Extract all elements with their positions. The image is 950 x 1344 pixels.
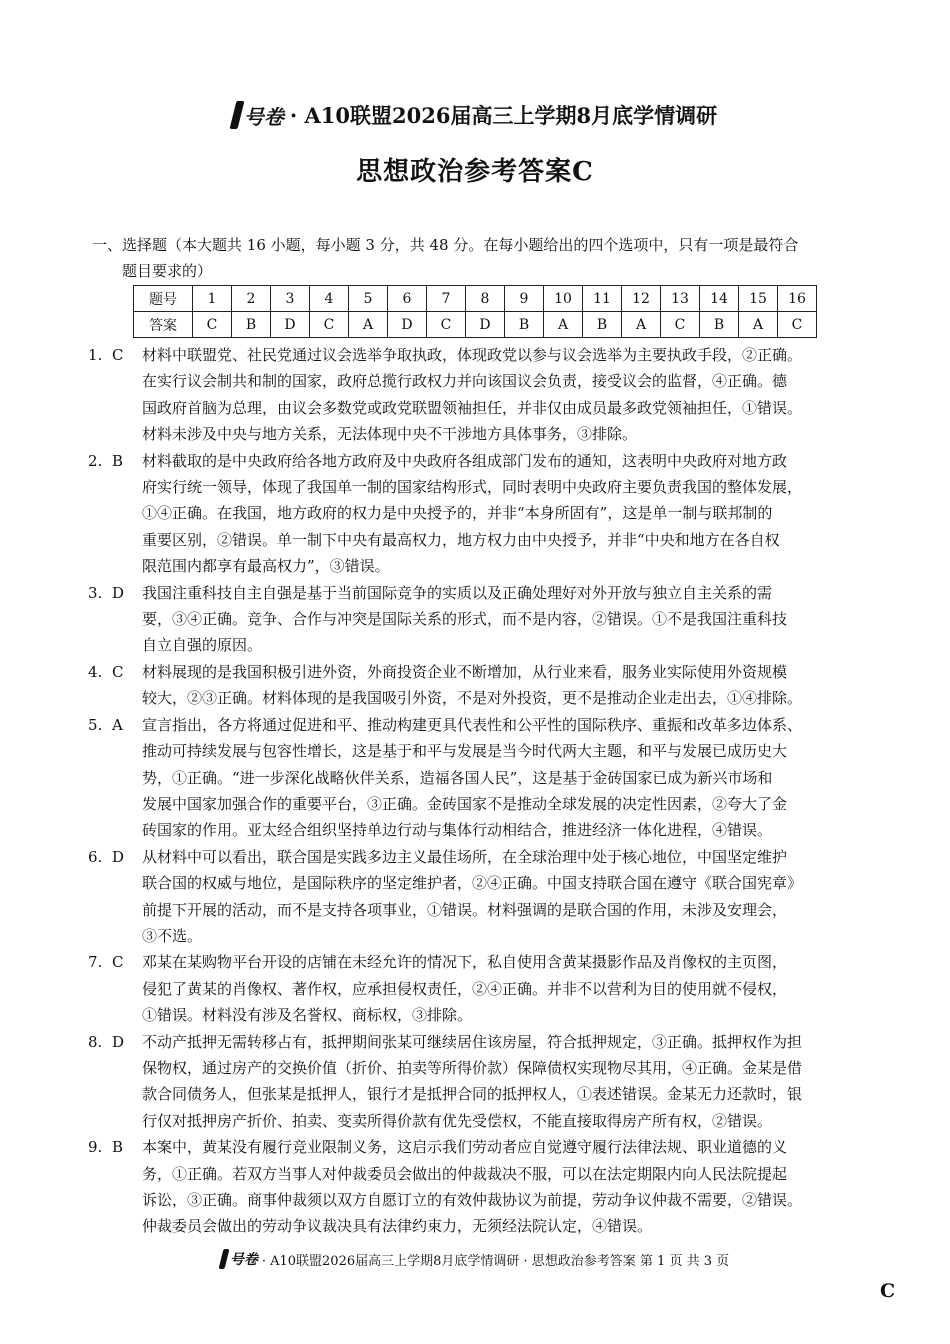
explanation-item	[88, 1029, 868, 1135]
answer-cell: A	[349, 312, 388, 338]
item-text-line: 要，③④正确。竞争、合作与冲突是国际关系的形式，而不是内容，②错误。①不是我国注重科技	[142, 610, 788, 629]
item-text-line: 保物权，通过房产的交换价值（折价、拍卖等所得价款）保障债权实现物尽其用，④正确。金某是借	[142, 1058, 803, 1077]
section-heading-line2: 题目要求的）	[122, 262, 213, 280]
item-text-line: 材料截取的是中央政府给各地方政府及中央政府各组成部门发布的通知，这表明中央政府对地方政	[142, 451, 788, 470]
item-text-line: ①错误。材料没有涉及名誉权、商标权，③排除。	[142, 1006, 473, 1025]
item-text-line: 砖国家的作用。亚太经合组织坚持单边行动与集体行动相结合，推进经济一体化进程，④错误。	[142, 821, 773, 840]
item-text-line: 材料未涉及中央与地方关系，无法体现中央不干涉地方具体事务，③排除。	[142, 425, 638, 444]
item-text-line: 本案中，黄某没有履行竞业限制义务，这启示我们劳动者应自觉遵守履行法律法规、职业道德的义	[142, 1138, 788, 1157]
page-header	[0, 100, 950, 188]
item-text-line: 从材料中可以看出，联合国是实践多边主义最佳场所，在全球治理中处于核心地位，中国坚定维护	[142, 847, 788, 866]
answer-table-answer-row	[134, 312, 817, 338]
section-heading-line1: 一、选择题（本大题共 16 小题，每小题 3 分，共 48 分。在每小题给出的四个选项中，只有一项是最符合	[92, 236, 799, 254]
answer-cell: A	[544, 312, 583, 338]
question-number-cell: 6	[388, 286, 427, 312]
item-text-line: 自立自强的原因。	[142, 636, 263, 655]
answer-cell: A	[622, 312, 661, 338]
item-text-line: 仲裁委员会做出的劳动争议裁决具有法律约束力，无须经法院认定，④错误。	[142, 1217, 653, 1236]
version-mark: C	[880, 1280, 896, 1302]
answer-cell: C	[193, 312, 232, 338]
explanation-item	[88, 659, 868, 712]
item-text-line: 款合同债务人，但张某是抵押人，银行才是抵押合同的抵押权人，①表述错误。金某无力还款时，银	[142, 1085, 803, 1104]
answer-table-number-row	[134, 286, 817, 312]
item-text-line: 诉讼，③正确。商事仲裁须以双方自愿订立的有效仲裁协议为前提，劳动争议仲裁不需要，②错误。	[142, 1191, 803, 1209]
item-answer: B	[112, 1138, 124, 1157]
item-answer: C	[112, 953, 124, 972]
logo-bar-icon	[229, 101, 244, 129]
item-number: 7.	[88, 953, 103, 972]
question-number-cell: 3	[271, 286, 310, 312]
question-number-cell: 10	[544, 286, 583, 312]
section-heading	[92, 232, 872, 284]
question-number-cell: 12	[622, 286, 661, 312]
exam-title: · A10联盟2026届高三上学期8月底学情调研	[289, 103, 718, 128]
item-answer: D	[112, 1032, 125, 1051]
item-number: 9.	[88, 1138, 103, 1157]
item-text-line: 在实行议会制共和制的国家，政府总揽行政权力并向该国议会负责，接受议会的监督，④正确。德	[142, 372, 788, 391]
item-text-line: 材料展现的是我国积极引进外资，外商投资企业不断增加，从行业来看，服务业实际使用外资规模	[142, 662, 788, 681]
item-answer: B	[112, 451, 124, 470]
explanation-item	[88, 712, 868, 844]
answer-cell: C	[310, 312, 349, 338]
row-label-answer: 答案	[134, 312, 193, 338]
item-answer: D	[112, 583, 125, 602]
footer-logo-text: 号卷	[229, 1252, 258, 1268]
item-answer: A	[112, 715, 123, 734]
question-number-cell: 11	[583, 286, 622, 312]
item-text-line: ①④正确。在我国，地方政府的权力是中央授予的，并非“本身所固有”，这是单一制与联邦制的	[142, 504, 773, 523]
item-text-line: 发展中国家加强合作的重要平台，③正确。金砖国家不是推动全球发展的决定性因素，②夸大了金	[142, 794, 788, 813]
item-text-line: 势，①正确。“进一步深化战略伙伴关系，造福各国人民”，这是基于金砖国家已成为新兴市场和	[142, 768, 773, 787]
item-text-line: 我国注重科技自主自强是基于当前国际竞争的实质以及正确处理好对外开放与独立自主关系的需	[142, 583, 773, 602]
question-number-cell: 2	[232, 286, 271, 312]
explanation-item	[88, 448, 868, 580]
item-answer: C	[112, 346, 124, 364]
question-number-cell: 5	[349, 286, 388, 312]
explanation-item	[88, 580, 868, 659]
question-number-cell: 7	[427, 286, 466, 312]
question-number-cell: 1	[193, 286, 232, 312]
explanation-item	[88, 342, 868, 448]
explanation-item	[88, 1134, 868, 1240]
item-text-line: 务，①正确。若双方当事人对仲裁委员会做出的仲裁裁决不服，可以在法定期限内向人民法院提起	[142, 1164, 788, 1183]
answer-cell: B	[505, 312, 544, 338]
item-number: 1.	[88, 346, 103, 364]
item-number: 8.	[88, 1032, 103, 1051]
item-number: 4.	[88, 662, 103, 681]
item-number: 3.	[88, 583, 103, 602]
item-text-line: 较大，②③正确。材料体现的是我国吸引外资，不是对外投资，更不是推动企业走出去，①④排除。	[142, 689, 803, 708]
brand-logo	[233, 101, 284, 130]
item-number: 6.	[88, 847, 103, 866]
page-subtitle: 思想政治参考答案C	[356, 157, 594, 187]
item-text-line: 国政府首脑为总理，由议会多数党或政党联盟领袖担任，并非仅由成员最多政党领袖担任，①错误。	[142, 398, 803, 417]
answer-cell: D	[388, 312, 427, 338]
answer-cell: A	[739, 312, 778, 338]
footer-logo	[221, 1249, 258, 1269]
item-text-line: 重要区别，②错误。单一制下中央有最高权力，地方权力由中央授予，并非“中央和地方在各自权	[142, 530, 780, 549]
row-label-number: 题号	[134, 286, 193, 312]
answer-cell: B	[232, 312, 271, 338]
answer-cell: B	[700, 312, 739, 338]
question-number-cell: 16	[778, 286, 817, 312]
answer-cell: B	[583, 312, 622, 338]
page-footer	[0, 1249, 950, 1269]
question-number-cell: 9	[505, 286, 544, 312]
item-text-line: 侵犯了黄某的肖像权、著作权，应承担侵权责任，②④正确。并非不以营利为目的使用就不侵权，	[142, 979, 788, 998]
item-text-line: 不动产抵押无需转移占有，抵押期间张某可继续居住该房屋，符合抵押规定，③正确。抵押权作为担	[142, 1032, 803, 1051]
answer-cell: D	[271, 312, 310, 338]
item-text-line: ③不选。	[142, 926, 203, 945]
question-number-cell: 4	[310, 286, 349, 312]
answer-table	[133, 285, 817, 338]
item-text-line: 联合国的权威与地位，是国际秩序的坚定维护者，②④正确。中国支持联合国在遵守《联合国宪章》	[142, 874, 803, 893]
item-text-line: 限范围内都享有最高权力”，③错误。	[142, 557, 390, 576]
item-answer: D	[112, 847, 125, 866]
question-number-cell: 15	[739, 286, 778, 312]
footer-text: · A10联盟2026届高三上学期8月底学情调研 · 思想政治参考答案 第 1 页 共 3 页	[261, 1253, 730, 1269]
question-number-cell: 13	[661, 286, 700, 312]
answer-cell: C	[778, 312, 817, 338]
item-number: 5.	[88, 715, 103, 734]
item-text-line: 前提下开展的活动，而不是支持各项事业，①错误。材料强调的是联合国的作用，未涉及安理会，	[142, 900, 788, 919]
question-number-cell: 14	[700, 286, 739, 312]
question-number-cell: 8	[466, 286, 505, 312]
explanation-list	[88, 342, 868, 1240]
item-text-line: 邓某在某购物平台开设的店铺在未经允许的情况下，私自使用含黄某摄影作品及肖像权的主页图，	[142, 953, 788, 972]
item-text-line: 行仅对抵押房产折价、拍卖、变卖所得价款有优先受偿权，不能直接取得房产所有权，②错误。	[142, 1111, 773, 1130]
item-number: 2.	[88, 451, 103, 470]
item-text-line: 宣言指出，各方将通过促进和平、推动构建更具代表性和公平性的国际秩序、重振和改革多边体系、	[142, 715, 803, 734]
item-text-line: 推动可持续发展与包容性增长，这是基于和平与发展是当今时代两大主题，和平与发展已成历史大	[142, 742, 788, 761]
exam-title-line	[233, 100, 717, 130]
answer-cell: C	[427, 312, 466, 338]
item-answer: C	[112, 662, 124, 681]
answer-cell: C	[661, 312, 700, 338]
footer-logo-bar-icon	[218, 1249, 229, 1269]
item-text-line: 府实行统一领导，体现了我国单一制的国家结构形式，同时表明中央政府主要负责我国的整体发展，	[142, 478, 803, 497]
item-text-line: 材料中联盟党、社民党通过议会选举争取执政，体现政党以参与议会选举为主要执政手段，②正确。	[142, 346, 803, 364]
answer-cell: D	[466, 312, 505, 338]
logo-text: 号卷	[243, 104, 284, 129]
explanation-item	[88, 949, 868, 1028]
explanation-item	[88, 844, 868, 950]
